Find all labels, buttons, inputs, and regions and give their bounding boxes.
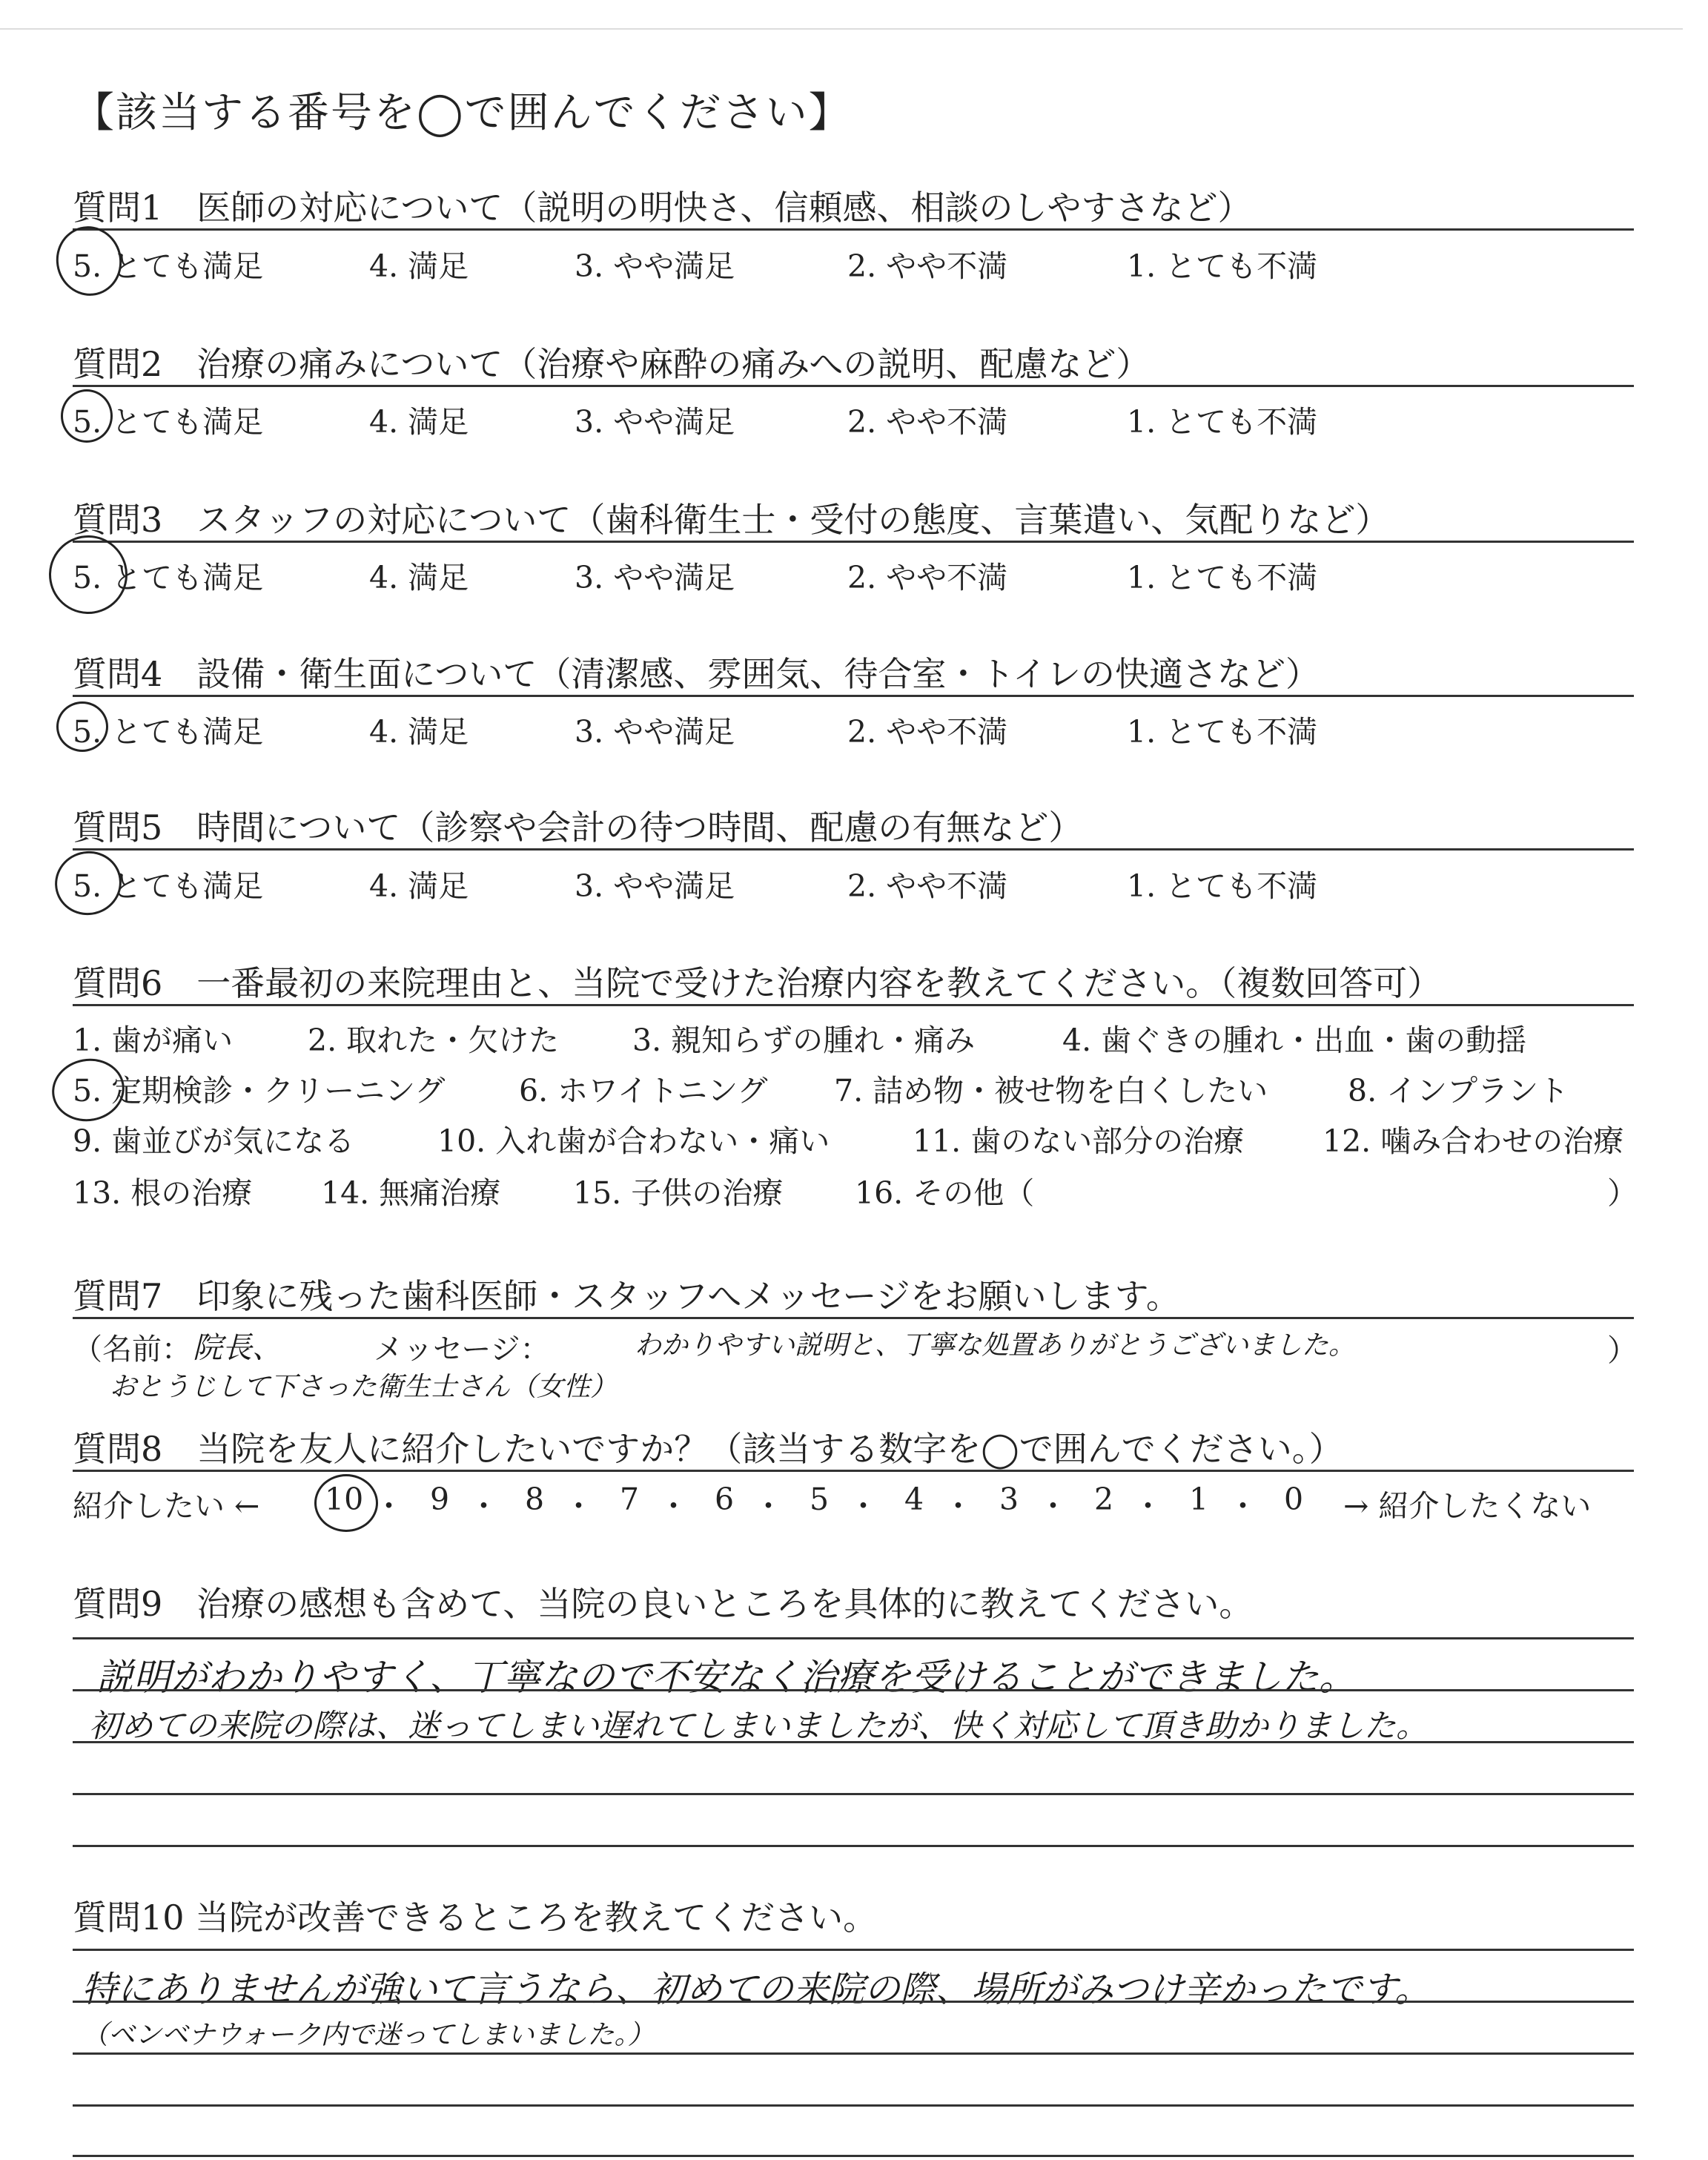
- question-5-rule: [73, 848, 1634, 851]
- q7-name-value-line2[interactable]: おとうじして下さった衛生士さん（女性）: [110, 1372, 618, 1402]
- q4-option-4[interactable]: 4. 満足: [369, 714, 469, 750]
- q6-option-6[interactable]: 6. ホワイトニング: [519, 1073, 768, 1109]
- q8-scale-value-3[interactable]: 3: [999, 1482, 1019, 1517]
- q6-option-11[interactable]: 11. 歯のない部分の治療: [913, 1123, 1245, 1159]
- question-10-line-3: [73, 2052, 1634, 2055]
- q6-other-close-paren: ）: [1607, 1175, 1638, 1211]
- q6-option-7[interactable]: 7. 詰め物・被せ物を白くしたい: [834, 1073, 1268, 1109]
- q6-option-2[interactable]: 2. 取れた・欠けた: [308, 1023, 560, 1058]
- q8-scale-value-9[interactable]: 9: [430, 1482, 450, 1517]
- q5-option-3[interactable]: 3. やや満足: [575, 868, 735, 904]
- q7-name-value[interactable]: 院長、: [193, 1331, 282, 1365]
- q10-answer-line-2[interactable]: （ベンベナウォーク内で迷ってしまいました。）: [82, 2020, 655, 2050]
- q6-option-5[interactable]: 5. 定期検診・クリーニング: [73, 1073, 446, 1109]
- question-9-line-5: [73, 1845, 1634, 1847]
- question-9-line-2: [73, 1689, 1634, 1691]
- question-10-line-1: [73, 1949, 1634, 1951]
- q1-selection-circle: [49, 219, 129, 303]
- q5-option-4[interactable]: 4. 満足: [369, 868, 469, 904]
- q4-option-3[interactable]: 3. やや満足: [575, 714, 735, 750]
- question-6-rule: [73, 1004, 1634, 1006]
- q8-scale-value-5[interactable]: 5: [810, 1482, 830, 1517]
- q9-answer-line-2[interactable]: 初めての来院の際は、迷ってしまい遅れてしまいましたが、快く対応して頂き助かりました。: [89, 1708, 1428, 1745]
- q6-option-16[interactable]: 16. その他（: [855, 1175, 1035, 1211]
- q8-scale-value-7[interactable]: 7: [620, 1482, 640, 1517]
- question-7-rule: [73, 1317, 1634, 1319]
- q6-option-4[interactable]: 4. 歯ぐきの腫れ・出血・歯の動揺: [1062, 1023, 1527, 1058]
- q9-answer-line-1[interactable]: 説明がわかりやすく、丁寧なので不安なく治療を受けることができました。: [96, 1656, 1356, 1699]
- q8-scale-separator: ・: [374, 1488, 404, 1524]
- q6-option-10[interactable]: 10. 入れ歯が合わない・痛い: [437, 1123, 830, 1159]
- q10-answer-line-1[interactable]: 特にありませんが強いて言うなら、初めての来院の際、場所がみつけ辛かったです。: [82, 1969, 1431, 2010]
- q8-scale-value-2[interactable]: 2: [1094, 1482, 1114, 1517]
- q8-scale-separator: ・: [1133, 1488, 1163, 1524]
- q2-option-4[interactable]: 4. 満足: [369, 404, 469, 440]
- q1-option-1[interactable]: 1. とても不満: [1127, 248, 1318, 284]
- q8-selection-circle: [314, 1474, 378, 1532]
- q8-scale-separator: ・: [563, 1488, 594, 1524]
- q5-option-1[interactable]: 1. とても不満: [1127, 868, 1318, 904]
- question-9-line-1: [73, 1637, 1634, 1639]
- q8-left-label: 紹介したい ←: [73, 1488, 260, 1524]
- question-10-line-5: [73, 2155, 1634, 2157]
- question-9-line-3: [73, 1741, 1634, 1743]
- question-2-title: 質問2 治療の痛みについて（治療や麻酔の痛みへの説明、配慮など）: [73, 344, 1151, 384]
- q1-option-5[interactable]: 5. とても満足: [73, 248, 264, 284]
- q3-option-2[interactable]: 2. やや不満: [847, 560, 1008, 595]
- q3-option-5[interactable]: 5. とても満足: [73, 560, 264, 595]
- question-1-title: 質問1 医師の対応について（説明の明快さ、信頼感、相談のしやすさなど）: [73, 188, 1252, 228]
- question-1-rule: [73, 228, 1634, 231]
- q8-scale-separator: ・: [1228, 1488, 1258, 1524]
- q8-right-label: → 紹介したくない: [1343, 1488, 1592, 1524]
- q4-option-5[interactable]: 5. とても満足: [73, 714, 264, 750]
- question-8-rule: [73, 1470, 1634, 1472]
- q7-message-label: メッセージ：: [374, 1332, 550, 1367]
- question-3-title: 質問3 スタッフの対応について（歯科衛生士・受付の態度、言葉遣い、気配りなど）: [73, 500, 1390, 540]
- q6-option-3[interactable]: 3. 親知らずの腫れ・痛み: [632, 1023, 976, 1058]
- q2-option-5[interactable]: 5. とても満足: [73, 404, 264, 440]
- q2-option-1[interactable]: 1. とても不満: [1127, 404, 1318, 440]
- q8-scale-separator: ・: [658, 1488, 689, 1524]
- q6-option-12[interactable]: 12. 噛み合わせの治療: [1323, 1123, 1624, 1159]
- q6-option-13[interactable]: 13. 根の治療: [73, 1175, 253, 1211]
- page-heading: 【該当する番号を◯で囲んでください】: [73, 89, 852, 137]
- q6-option-1[interactable]: 1. 歯が痛い: [73, 1023, 234, 1058]
- question-3-rule: [73, 541, 1634, 543]
- q8-scale-value-6[interactable]: 6: [715, 1482, 735, 1517]
- q8-scale-value-10[interactable]: 10: [325, 1482, 364, 1517]
- question-10-line-4: [73, 2104, 1634, 2107]
- q4-option-2[interactable]: 2. やや不満: [847, 714, 1008, 750]
- q8-scale-value-1[interactable]: 1: [1189, 1482, 1209, 1517]
- q4-selection-circle: [56, 701, 108, 752]
- q5-option-2[interactable]: 2. やや不満: [847, 868, 1008, 904]
- q8-scale-separator: ・: [1038, 1488, 1068, 1524]
- q1-option-2[interactable]: 2. やや不満: [847, 248, 1008, 284]
- q5-selection-circle: [48, 844, 128, 922]
- scan-top-edge: [0, 28, 1683, 30]
- q7-message-value[interactable]: わかりやすい説明と、丁寧な処置ありがとうございました。: [635, 1330, 1356, 1361]
- question-9-line-4: [73, 1793, 1634, 1795]
- q8-scale-value-8[interactable]: 8: [525, 1482, 545, 1517]
- q8-scale-value-4[interactable]: 4: [904, 1482, 924, 1517]
- q2-option-3[interactable]: 3. やや満足: [575, 404, 735, 440]
- q7-close-paren: ）: [1607, 1332, 1638, 1368]
- q8-scale-separator: ・: [848, 1488, 878, 1524]
- q8-scale-separator: ・: [469, 1488, 499, 1524]
- q2-selection-circle: [61, 389, 113, 443]
- question-2-rule: [73, 385, 1634, 387]
- question-5-title: 質問5 時間について（診察や会計の待つ時間、配慮の有無など）: [73, 807, 1083, 848]
- q7-name-label: （名前：: [73, 1332, 191, 1367]
- q6-option-8[interactable]: 8. インプラント: [1348, 1073, 1569, 1109]
- q3-option-1[interactable]: 1. とても不満: [1127, 560, 1318, 595]
- q6-selection-circle: [47, 1053, 129, 1127]
- question-10-line-2: [73, 2001, 1634, 2003]
- question-6-title: 質問6 一番最初の来院理由と、当院で受けた治療内容を教えてください。（複数回答可）: [73, 963, 1442, 1003]
- q6-option-15[interactable]: 15. 子供の治療: [573, 1175, 784, 1211]
- question-9-title: 質問9 治療の感想も含めて、当院の良いところを具体的に教えてください。: [73, 1584, 1254, 1624]
- q1-option-4[interactable]: 4. 満足: [369, 248, 469, 284]
- q3-option-4[interactable]: 4. 満足: [369, 560, 469, 595]
- q8-scale-value-0[interactable]: 0: [1284, 1482, 1304, 1517]
- q5-option-5[interactable]: 5. とても満足: [73, 868, 264, 904]
- question-4-title: 質問4 設備・衛生面について（清潔感、雰囲気、待合室・トイレの快適さなど）: [73, 654, 1320, 694]
- q6-option-9[interactable]: 9. 歯並びが気になる: [73, 1123, 355, 1159]
- question-8-title: 質問8 当院を友人に紹介したいですか？（該当する数字を◯で囲んでください。）: [73, 1429, 1343, 1469]
- q3-option-3[interactable]: 3. やや満足: [575, 560, 735, 595]
- q8-scale-separator: ・: [753, 1488, 784, 1524]
- q4-option-1[interactable]: 1. とても不満: [1127, 714, 1318, 750]
- q2-option-2[interactable]: 2. やや不満: [847, 404, 1008, 440]
- q6-option-14[interactable]: 14. 無痛治療: [321, 1175, 501, 1211]
- question-4-rule: [73, 695, 1634, 697]
- q8-scale-separator: ・: [943, 1488, 973, 1524]
- question-7-title: 質問7 印象に残った歯科医師・スタッフへメッセージをお願いします。: [73, 1276, 1180, 1316]
- q1-option-3[interactable]: 3. やや満足: [575, 248, 735, 284]
- question-10-title: 質問10 当院が改善できるところを教えてください。: [73, 1898, 878, 1938]
